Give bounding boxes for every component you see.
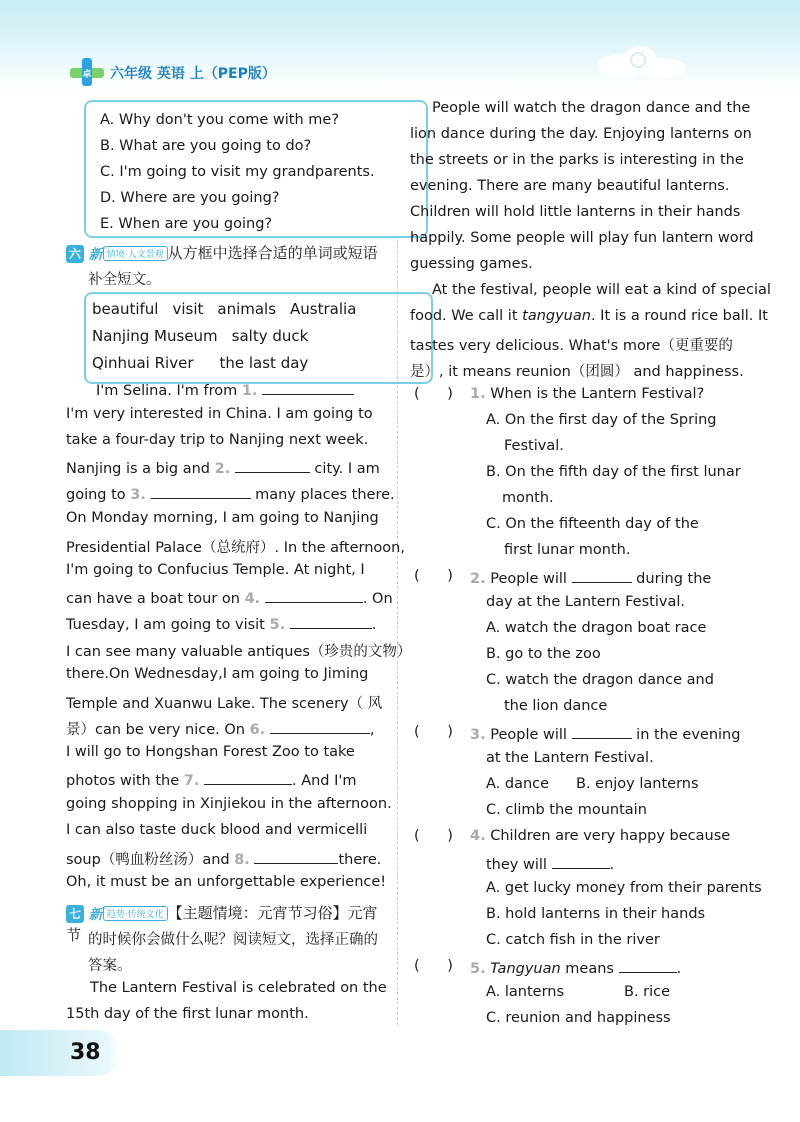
p7r-line7: guessing games.: [410, 256, 533, 272]
q1-option-c2: first lunar month.: [504, 542, 631, 558]
word-row-3: [92, 354, 322, 372]
p7r-line11: 是）, it means reunion（团圆） and happiness.: [410, 364, 744, 380]
p7r-line10: tastes very delicious. What's more（更重要的: [410, 338, 733, 354]
q2-stem2: day at the Lantern Festival.: [486, 594, 685, 610]
word-qinhuai-river: Qinhuai River: [92, 354, 194, 372]
p7r-line1: People will watch the dragon dance and the: [432, 100, 751, 116]
q5-option-a[interactable]: A. lanterns: [486, 984, 565, 1000]
p6-line9: can have a boat tour on 4. . On: [66, 588, 393, 607]
q5-option-c[interactable]: C. reunion and happiness: [486, 1010, 671, 1026]
q1-stem: 1. When is the Lantern Festival?: [470, 386, 705, 402]
option-a: A. Why don't you come with me?: [100, 112, 340, 128]
p7r-line3: the streets or in the parks is interesting in the: [410, 152, 744, 168]
section6-title2: 补全短文。: [88, 272, 161, 288]
q4-option-b[interactable]: B. hold lanterns in their hands: [486, 906, 706, 922]
p6-line5: going to 3. many places there.: [66, 484, 395, 503]
option-b: B. What are you going to do?: [100, 138, 312, 154]
q2-option-b[interactable]: B. go to the zoo: [486, 646, 601, 662]
word-row-1: [92, 300, 370, 318]
q4-option-c[interactable]: C. catch fish in the river: [486, 932, 660, 948]
p6-line11: I can see many valuable antiques（珍贵的文物）: [66, 644, 412, 660]
section6-header: [66, 242, 386, 264]
word-row-2: [92, 327, 322, 345]
q1-option-a[interactable]: A. On the first day of the Spring: [486, 412, 717, 428]
p7r-line9: food. We call it tangyuan. It is a round rice ball. It: [410, 308, 768, 324]
word-beautiful: beautiful: [92, 300, 159, 318]
q1-option-a2: Festival.: [504, 438, 564, 454]
p6-line12: there.On Wednesday,I am going to Jiming: [66, 666, 369, 682]
p7r-line6: happily. Some people will play fun lantern word: [410, 230, 754, 246]
column-divider: [397, 100, 398, 1025]
q3-paren: ( ): [414, 724, 453, 740]
section6-tag: 新: [88, 246, 103, 263]
option-e: E. When are you going?: [100, 216, 273, 232]
word-the-last-day: the last day: [219, 354, 309, 372]
section6-title: 从方框中选择合适的单词或短语: [167, 244, 378, 262]
p6-line16: photos with the 7. . And I'm: [66, 770, 357, 789]
q1-option-b2: month.: [502, 490, 554, 506]
p6-line7: Presidential Palace（总统府）. In the afternoon,: [66, 540, 405, 556]
p6-line13: Temple and Xuanwu Lake. The scenery（ 风: [66, 696, 383, 712]
header-title: 六年级 英语 上（PEP版）: [110, 66, 276, 82]
svg-text:卓: 卓: [82, 70, 92, 80]
q1-option-b[interactable]: B. On the fifth day of the first lunar: [486, 464, 741, 480]
section7-title: 【主题情境：元宵节习俗】元宵节: [66, 904, 378, 944]
word-box: [84, 292, 433, 384]
word-australia: Australia: [290, 300, 357, 318]
cloud-icon: [580, 36, 720, 86]
section7-tag: 新: [88, 906, 103, 923]
q3-option-a[interactable]: A. dance: [486, 776, 550, 792]
q4-stem2: they will .: [486, 854, 614, 873]
p6-line2: I'm very interested in China. I am going to: [66, 406, 373, 422]
q2-stem: 2. People will during the: [470, 568, 711, 587]
logo-icon: [70, 58, 104, 86]
q4-option-a[interactable]: A. get lucky money from their parents: [486, 880, 762, 896]
word-nanjing-museum: Nanjing Museum: [92, 327, 218, 345]
word-salty-duck: salty duck: [231, 327, 309, 345]
word-visit: visit: [172, 300, 204, 318]
q3-stem: 3. People will in the evening: [470, 724, 740, 743]
q2-option-a[interactable]: A. watch the dragon boat race: [486, 620, 707, 636]
q2-option-c[interactable]: C. watch the dragon dance and: [486, 672, 714, 688]
q4-paren: ( ): [414, 828, 453, 844]
q2-paren: ( ): [414, 568, 453, 584]
p6-line1: I'm Selina. I'm from 1.: [96, 380, 354, 399]
p6-line20: Oh, it must be an unforgettable experience!: [66, 874, 387, 890]
p6-line17: going shopping in Xinjiekou in the afternoon.: [66, 796, 392, 812]
q5-option-b[interactable]: B. rice: [624, 984, 671, 1000]
option-c: C. I'm going to visit my grandparents.: [100, 164, 375, 180]
q3-option-c[interactable]: C. climb the mountain: [486, 802, 647, 818]
p6-line3: take a four-day trip to Nanjing next week.: [66, 432, 369, 448]
section7-sub: 趋势·传统文化: [103, 906, 168, 921]
section7-number: 七: [66, 905, 84, 923]
option-d: D. Where are you going?: [100, 190, 280, 206]
p6-line18: I can also taste duck blood and vermicelli: [66, 822, 368, 838]
p6-line10: Tuesday, I am going to visit 5. .: [66, 614, 376, 633]
q1-option-c[interactable]: C. On the fifteenth day of the: [486, 516, 699, 532]
section6-sub: 情境·人文景观: [103, 246, 168, 261]
options-box: [84, 100, 428, 238]
section7-title3: 答案。: [88, 958, 132, 974]
page-number: 38: [70, 1040, 101, 1065]
p6-line6: On Monday morning, I am going to Nanjing: [66, 510, 379, 526]
q5-paren: ( ): [414, 958, 453, 974]
p6-line15: I will go to Hongshan Forest Zoo to take: [66, 744, 355, 760]
p7r-line2: lion dance during the day. Enjoying lanterns on: [410, 126, 752, 142]
q3-stem2: at the Lantern Festival.: [486, 750, 654, 766]
word-animals: animals: [217, 300, 277, 318]
p6-line4: Nanjing is a big and 2. city. I am: [66, 458, 380, 477]
p6-line14: 景）can be very nice. On 6. ,: [66, 718, 374, 739]
p6-line8: I'm going to Confucius Temple. At night, I: [66, 562, 365, 578]
q2-option-c2: the lion dance: [504, 698, 608, 714]
p7-line1: The Lantern Festival is celebrated on the: [90, 980, 387, 996]
p6-line19: soup（鸭血粉丝汤）and 8. there.: [66, 848, 381, 869]
p7-line2: 15th day of the first lunar month.: [66, 1006, 309, 1022]
section7-title2: 的时候你会做什么呢？阅读短文，选择正确的: [88, 932, 378, 948]
p7r-line4: evening. There are many beautiful lanterns.: [410, 178, 730, 194]
p7r-line5: Children will hold little lanterns in their hands: [410, 204, 741, 220]
p7r-line8: At the festival, people will eat a kind of special: [432, 282, 771, 298]
page-number-tab: [0, 1030, 120, 1076]
q3-option-b[interactable]: B. enjoy lanterns: [576, 776, 699, 792]
q4-stem: 4. Children are very happy because: [470, 828, 731, 844]
section6-number: 六: [66, 245, 84, 263]
q1-paren: ( ): [414, 386, 453, 402]
q5-stem: 5. Tangyuan means .: [470, 958, 681, 977]
